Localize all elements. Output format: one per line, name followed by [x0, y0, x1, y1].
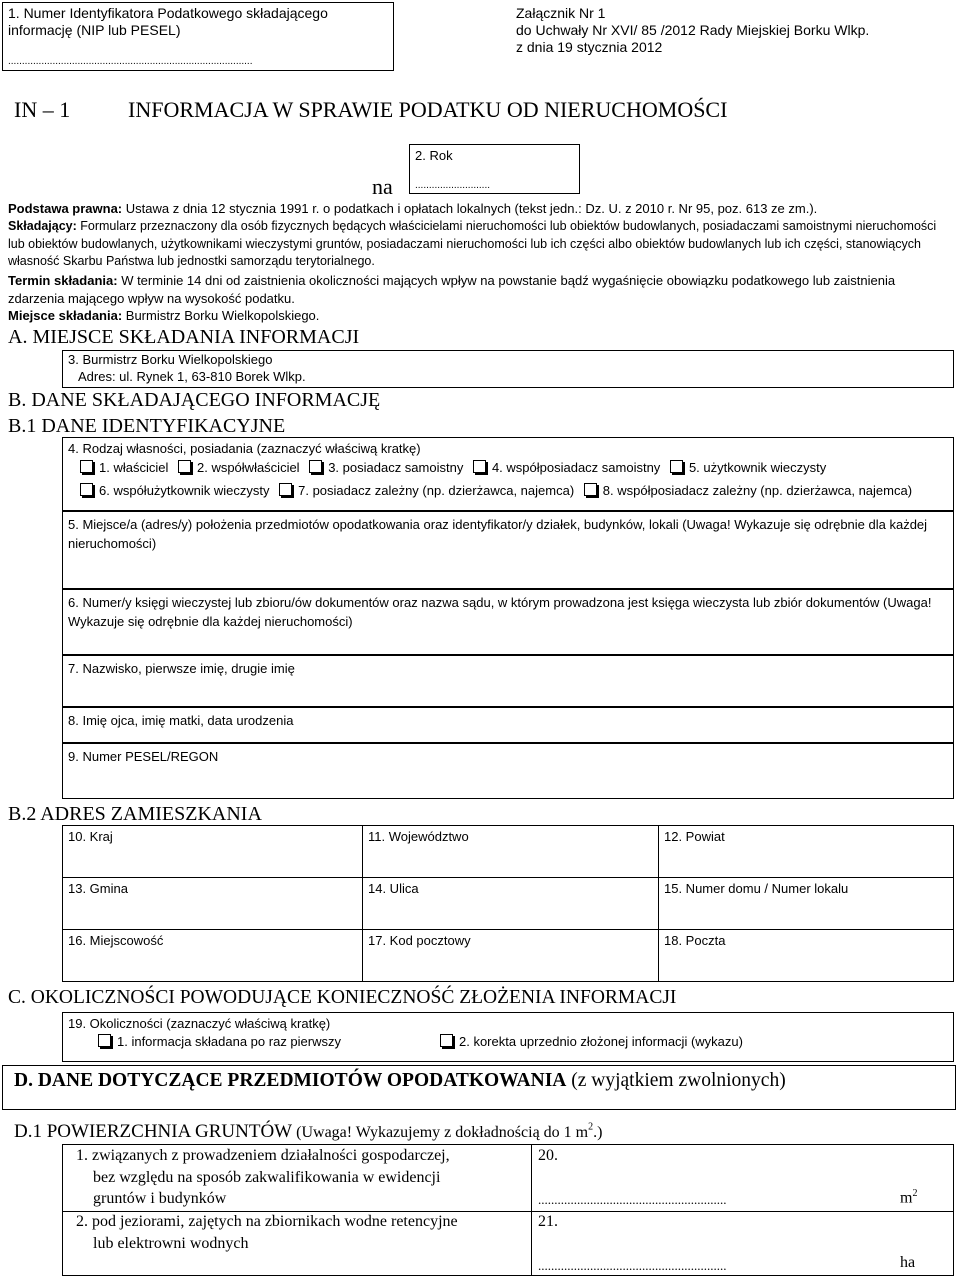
address-label-county: 12. Powiat	[664, 829, 725, 844]
deadline-label: Termin składania:	[8, 273, 118, 288]
ownership-row-2	[80, 483, 918, 498]
place-label: Miejsce składania:	[8, 308, 123, 323]
land-row-2-unit: ha	[900, 1254, 916, 1271]
land-row-1-dots: ..........................................................	[538, 1192, 727, 1207]
page-title: INFORMACJA W SPRAWIE PODATKU OD NIERUCHOMOŚCI	[128, 97, 728, 122]
address-label-postcode: 17. Kod pocztowy	[368, 933, 471, 948]
checkbox-possessor[interactable]	[309, 460, 322, 473]
taxid-dots: ........................................................................................	[8, 56, 253, 67]
land-row-2-line-1: 2. pod jeziorami, zajętych na zbiornikach wodne retencyjne	[76, 1213, 458, 1230]
legal-basis-text: Ustawa z dnia 12 stycznia 1991 r. o podatkach i opłatach lokalnych (tekst jedn.: Dz. U. z 2010 r. Nr 95, poz. 613 ze zm.).	[122, 201, 818, 216]
section-c-title: C. OKOLICZNOŚCI POWODUJĄCE KONIECZNOŚĆ ZŁOŻENIA INFORMACJI	[8, 987, 677, 1008]
circumstances-label: 19. Okoliczności (zaznaczyć właściwą kratkę)	[68, 1016, 331, 1031]
option-dependent-possessor: 7. posiadacz zależny (np. dzierżawca, najemca)	[298, 483, 575, 498]
year-dots: ...........................	[415, 180, 491, 191]
section-a-title: A. MIEJSCE SKŁADANIA INFORMACJI	[8, 326, 360, 348]
checkbox-correction[interactable]	[440, 1034, 453, 1047]
taxid-label-line2: informację (NIP lub PESEL)	[8, 22, 181, 38]
office-name: 3. Burmistrz Borku Wielkopolskiego	[68, 352, 273, 367]
section-b-title: B. DANE SKŁADAJĄCEGO INFORMACJĘ	[8, 389, 381, 411]
section-d1-heading: D.1 POWIERZCHNIA GRUNTÓW	[14, 1121, 293, 1142]
section-d1-title	[14, 1121, 602, 1143]
section-d1-note-end: .)	[593, 1124, 603, 1141]
option-possessor: 3. posiadacz samoistny	[328, 460, 464, 475]
office-address: Adres: ul. Rynek 1, 63-810 Borek Wlkp.	[78, 369, 306, 384]
section-d-title	[14, 1070, 786, 1092]
address-label-country: 10. Kraj	[68, 829, 113, 844]
section-b1-title: B.1 DANE IDENTYFIKACYJNE	[8, 415, 286, 437]
place-info	[8, 307, 952, 325]
annex-date: z dnia 19 stycznia 2012	[516, 39, 663, 55]
field-9-label: 9. Numer PESEL/REGON	[68, 749, 219, 764]
section-d1-note-sup: 2	[588, 1121, 594, 1133]
land-row-1-unit-sup: 2	[912, 1188, 918, 1199]
land-row-1-line-2: bez względu na sposób zakwalifikowania w ewidencji	[93, 1169, 441, 1186]
annex-resolution: do Uchwały Nr XVI/ 85 /2012 Rady Miejskiej Borku Wlkp.	[516, 22, 870, 38]
filer-label: Składający:	[8, 219, 77, 233]
address-label-municipality: 13. Gmina	[68, 881, 128, 896]
section-d-title-rest: (z wyjątkiem zwolnionych)	[566, 1070, 786, 1091]
ownership-row-1	[80, 460, 832, 475]
checkbox-co-dependent-possessor[interactable]	[584, 483, 597, 496]
section-d1-note: (Uwaga! Wykazujemy z dokładnością do 1 m	[292, 1124, 589, 1141]
section-b2-title: B.2 ADRES ZAMIESZKANIA	[8, 803, 262, 825]
checkbox-owner[interactable]	[80, 460, 93, 473]
annex-number: Załącznik Nr 1	[516, 5, 606, 21]
field-6-label: 6. Numer/y księgi wieczystej lub zbioru/ów dokumentów oraz nazwa sądu, w którym prowadzona jest księga wieczysta lub zbiór dokumentów (Uwaga! Wykazuje się odrębnie dla każdej nieruchomości)	[68, 595, 932, 629]
option-correction: 2. korekta uprzednio złożonej informacji (wykazu)	[459, 1034, 743, 1049]
deadline-info	[8, 272, 952, 307]
ownership-label: 4. Rodzaj własności, posiadania (zaznaczyć właściwą kratkę)	[68, 441, 421, 456]
address-label-house-number: 15. Numer domu / Numer lokalu	[664, 881, 849, 896]
option-owner: 1. właściciel	[99, 460, 169, 475]
checkbox-first-filing[interactable]	[98, 1034, 111, 1047]
land-row-1-unit	[900, 1188, 917, 1207]
address-label-street: 14. Ulica	[368, 881, 419, 896]
field-8-label: 8. Imię ojca, imię matki, data urodzenia	[68, 713, 294, 728]
checkbox-co-possessor[interactable]	[473, 460, 486, 473]
deadline-text: W terminie 14 dni od zaistnienia okoliczności mających wpływ na powstanie bądź wygaśnięcie obowiązku podatkowego lub zaistnienia zdarzenia mającego wpływ na wysokość podatku.	[8, 273, 896, 306]
option-co-perpetual-user: 6. współużytkownik wieczysty	[99, 483, 270, 498]
land-row-1-line-1: 1. związanych z prowadzeniem działalności gospodarczej,	[76, 1147, 450, 1164]
land-row-2-line-2: lub elektrowni wodnych	[93, 1235, 249, 1252]
checkbox-dependent-possessor[interactable]	[279, 483, 292, 496]
place-text: Burmistrz Borku Wielkopolskiego.	[122, 308, 320, 323]
option-co-dependent-possessor: 8. współposiadacz zależny (np. dzierżawca, najemca)	[602, 483, 913, 498]
taxid-label-line1: 1. Numer Identyfikatora Podatkowego składającego	[8, 5, 328, 21]
checkbox-co-owner[interactable]	[178, 460, 191, 473]
land-row-2-number: 21.	[538, 1213, 558, 1230]
address-label-town: 16. Miejscowość	[68, 933, 164, 948]
circumstance-correction	[440, 1034, 743, 1049]
filer-text: Formularz przeznaczony dla osób fizycznych będących właścicielami nieruchomości lub obiektów budowlanych, posiadaczami samoistnymi nieruchomości lub obiektów budowlanych, użytkownikami wieczystymi gruntów, posiadaczami nieruchomości lub ich części albo obiektów budowlanych lub ich części, stanowiących własność Skarbu Państwa lub jednostki samorządu terytorialnego.	[8, 219, 937, 268]
option-co-owner: 2. współwłaściciel	[196, 460, 300, 475]
na-label: na	[372, 174, 393, 199]
filer-info	[8, 218, 952, 271]
checkbox-co-perpetual-user[interactable]	[80, 483, 93, 496]
circumstance-first	[98, 1034, 341, 1049]
land-row-1-number: 20.	[538, 1147, 558, 1164]
field-7-label: 7. Nazwisko, pierwsze imię, drugie imię	[68, 661, 295, 676]
option-co-possessor: 4. współposiadacz samoistny	[491, 460, 661, 475]
legal-basis	[8, 200, 952, 218]
address-label-voivodeship: 11. Województwo	[368, 829, 469, 844]
form-code: IN – 1	[14, 97, 71, 122]
field-5-label: 5. Miejsce/a (adres/y) położenia przedmiotów opodatkowania oraz identyfikator/y działek, budynków, lokali (Uwaga! Wykazuje się odrębnie dla każdej nieruchomości)	[68, 517, 928, 551]
land-row-1-line-3: gruntów i budynków	[93, 1190, 227, 1207]
land-row-1-unit-m: m	[900, 1189, 913, 1207]
address-label-post-office: 18. Poczta	[664, 933, 726, 948]
section-d-title-bold: D. DANE DOTYCZĄCE PRZEDMIOTÓW OPODATKOWANIA	[14, 1070, 567, 1091]
option-perpetual-user: 5. użytkownik wieczysty	[688, 460, 827, 475]
year-label: 2. Rok	[415, 148, 453, 163]
legal-basis-label: Podstawa prawna:	[8, 201, 123, 216]
option-first-filing: 1. informacja składana po raz pierwszy	[117, 1034, 341, 1049]
land-row-2-dots: ..........................................................	[538, 1258, 727, 1273]
checkbox-perpetual-user[interactable]	[670, 460, 683, 473]
